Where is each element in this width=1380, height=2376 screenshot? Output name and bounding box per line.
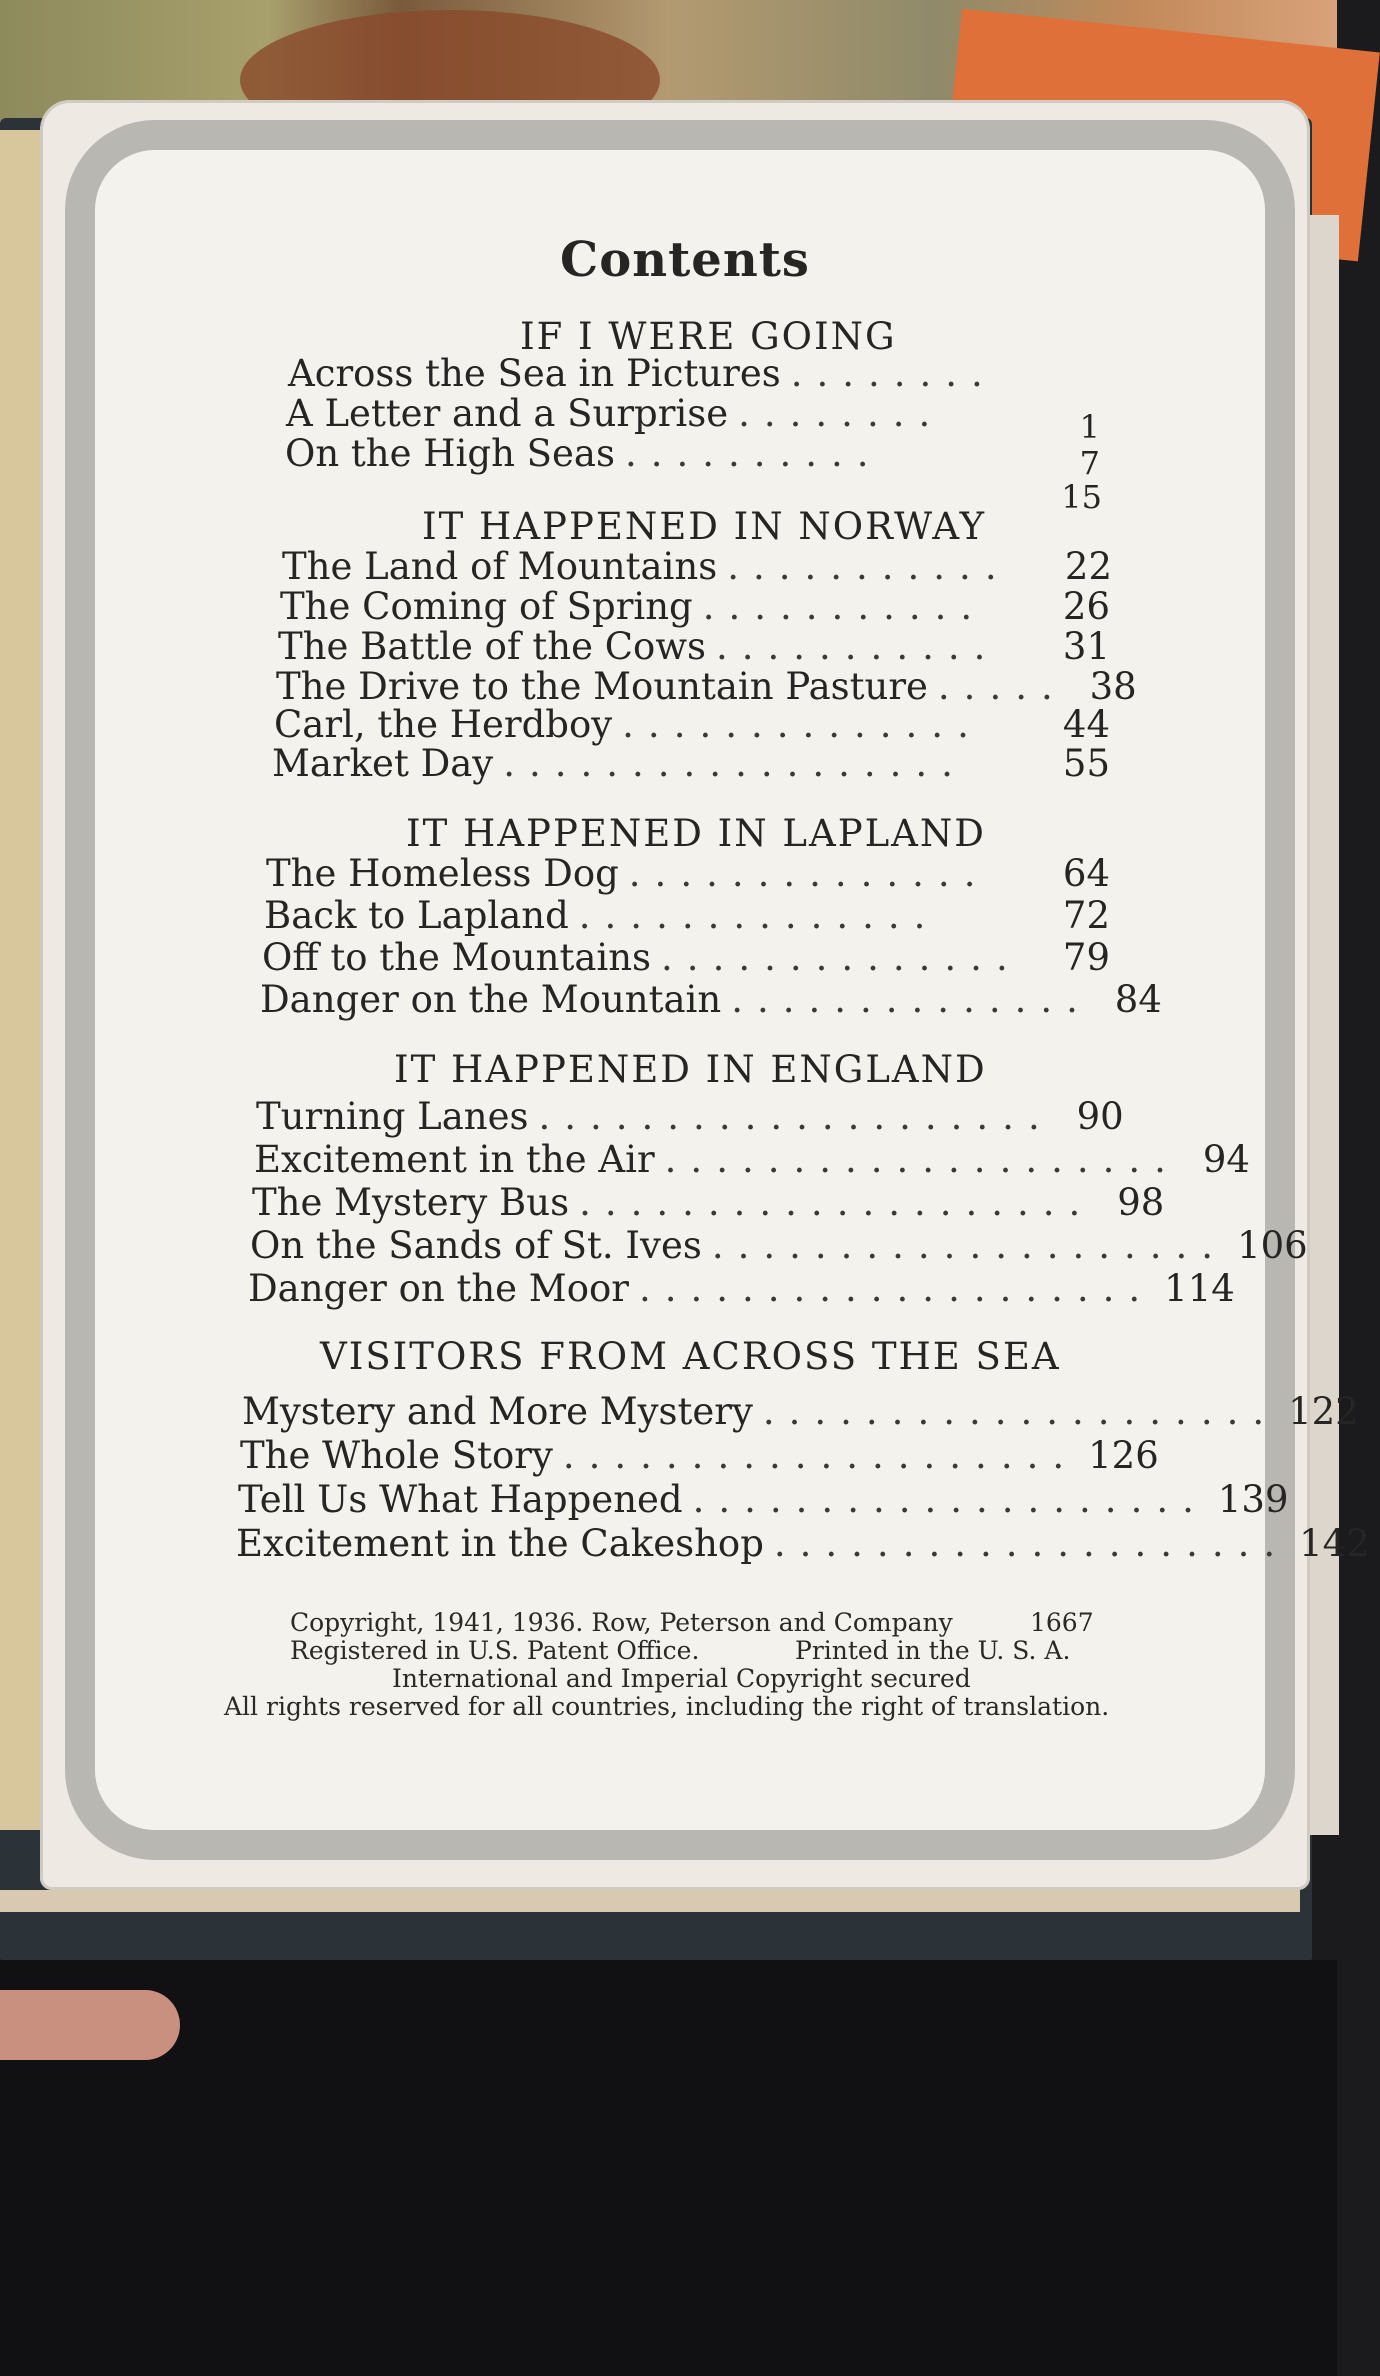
toc-entry [286,392,1026,435]
section-heading: IT HAPPENED IN LAPLAND [406,812,986,855]
leader-dots: .............. [578,894,940,937]
leader-dots: .............. [661,936,1022,979]
rights-line: All rights reserved for all countries, including the right of translation. [224,1692,1110,1721]
leader-dots: .................... [562,1434,1079,1477]
entry-title: Back to Lapland [264,894,569,937]
toc-entry [254,1138,1250,1181]
page-number: 139 [1217,1478,1289,1521]
page-number: 106 [1237,1224,1308,1267]
section-heading: IF I WERE GOING [520,315,897,358]
printed-line: Printed in the U. S. A. [795,1636,1071,1665]
entry-title: Market Day [272,742,494,785]
page-number: 31 [1062,625,1110,668]
leader-dots: .................... [638,1267,1155,1310]
page-number: 15 [1061,478,1102,516]
leader-dots: ........... [727,545,1011,588]
page-number: 72 [1062,894,1110,937]
entry-title: On the Sands of St. Ives [250,1224,702,1267]
section-heading: IT HAPPENED IN ENGLAND [394,1048,987,1091]
entry-title: The Homeless Dog [266,852,619,895]
entry-title: Off to the Mountains [262,936,652,979]
toc-entry [280,585,1110,628]
entry-title: The Mystery Bus [252,1181,570,1224]
toc-entry [282,545,1112,588]
page-number: 122 [1288,1390,1359,1433]
toc-entry [248,1267,1235,1310]
leader-dots: .............. [628,852,990,895]
toc-entry [252,1181,1165,1224]
page-number: 90 [1076,1095,1124,1138]
toc-entry [278,625,1110,668]
page-number: 114 [1164,1267,1235,1310]
entry-title: The Whole Story [240,1434,553,1477]
toc-entry [264,894,1110,937]
leader-dots: .................... [711,1224,1228,1267]
page-number: 94 [1202,1138,1250,1181]
leader-dots: .................... [664,1138,1180,1181]
entry-title: The Battle of the Cows [278,625,706,668]
section-heading: VISITORS FROM ACROSS THE SEA [320,1335,1061,1378]
entry-title: Danger on the Moor [248,1267,629,1310]
entry-title: The Land of Mountains [282,545,718,588]
entry-title: Excitement in the Cakeshop [236,1522,764,1565]
leader-dots: .................... [762,1390,1279,1433]
entry-title: Danger on the Mountain [260,978,722,1021]
leader-dots: .................... [692,1478,1208,1521]
page-number: 7 [1079,444,1100,482]
leader-dots: .............. [622,703,983,746]
leader-dots: ..... [937,665,1067,708]
entry-title: Turning Lanes [256,1095,529,1138]
patent-line: Registered in U.S. Patent Office. [290,1636,700,1665]
toc-entry [262,936,1110,979]
toc-entry [256,1095,1124,1138]
toc-entry [242,1390,1359,1433]
page-number: 38 [1089,665,1137,708]
leader-dots: .................... [538,1095,1054,1138]
copyright-secured-line: International and Imperial Copyright secured [392,1664,971,1693]
page-number: 98 [1117,1181,1165,1224]
toc-entry [272,742,1110,785]
entry-title: Mystery and More Mystery [242,1390,753,1433]
catalog-number: 1667 [1030,1608,1094,1637]
entry-title: Carl, the Herdboy [274,703,613,746]
leader-dots: ........ [738,392,945,435]
page-number: 1 [1079,408,1100,446]
page-number: 84 [1114,978,1162,1021]
entry-title: The Coming of Spring [280,585,693,628]
page-number: 126 [1088,1434,1159,1477]
section-heading: IT HAPPENED IN NORWAY [422,505,986,548]
entry-title: On the High Seas [285,432,615,475]
toc-entry [288,352,1028,395]
toc-entry [274,703,1110,746]
toc-entry [238,1478,1289,1521]
entry-title: Across the Sea in Pictures [288,352,781,395]
page-number: 55 [1062,742,1110,785]
leader-dots: .......... [624,432,883,475]
toc-entry [285,432,1025,475]
toc-entry [250,1224,1308,1267]
page-title: Contents [560,232,810,288]
toc-entry [236,1522,1370,1565]
leader-dots: ........ [790,352,997,395]
toc-entry [260,978,1162,1021]
leader-dots: ........... [702,585,987,628]
leader-dots: .................... [773,1522,1290,1565]
toc-entry [266,852,1110,895]
toc-entry [240,1434,1159,1477]
page-number: 26 [1062,585,1110,628]
page-number: 64 [1062,852,1110,895]
leader-dots: .............. [731,978,1092,1021]
leader-dots: .................. [503,742,967,785]
copyright-line: Copyright, 1941, 1936. Row, Peterson and Company [290,1608,953,1637]
entry-title: The Drive to the Mountain Pasture [276,665,928,708]
entry-title: Excitement in the Air [254,1138,655,1181]
leader-dots: .................... [579,1181,1095,1224]
toc-entry [276,665,1137,708]
page-number: 142 [1299,1522,1370,1565]
page-number: 22 [1064,545,1112,588]
page-number: 79 [1062,936,1110,979]
entry-title: A Letter and a Surprise [286,392,729,435]
leader-dots: ........... [715,625,1000,668]
entry-title: Tell Us What Happened [238,1478,683,1521]
page-number: 44 [1062,703,1110,746]
